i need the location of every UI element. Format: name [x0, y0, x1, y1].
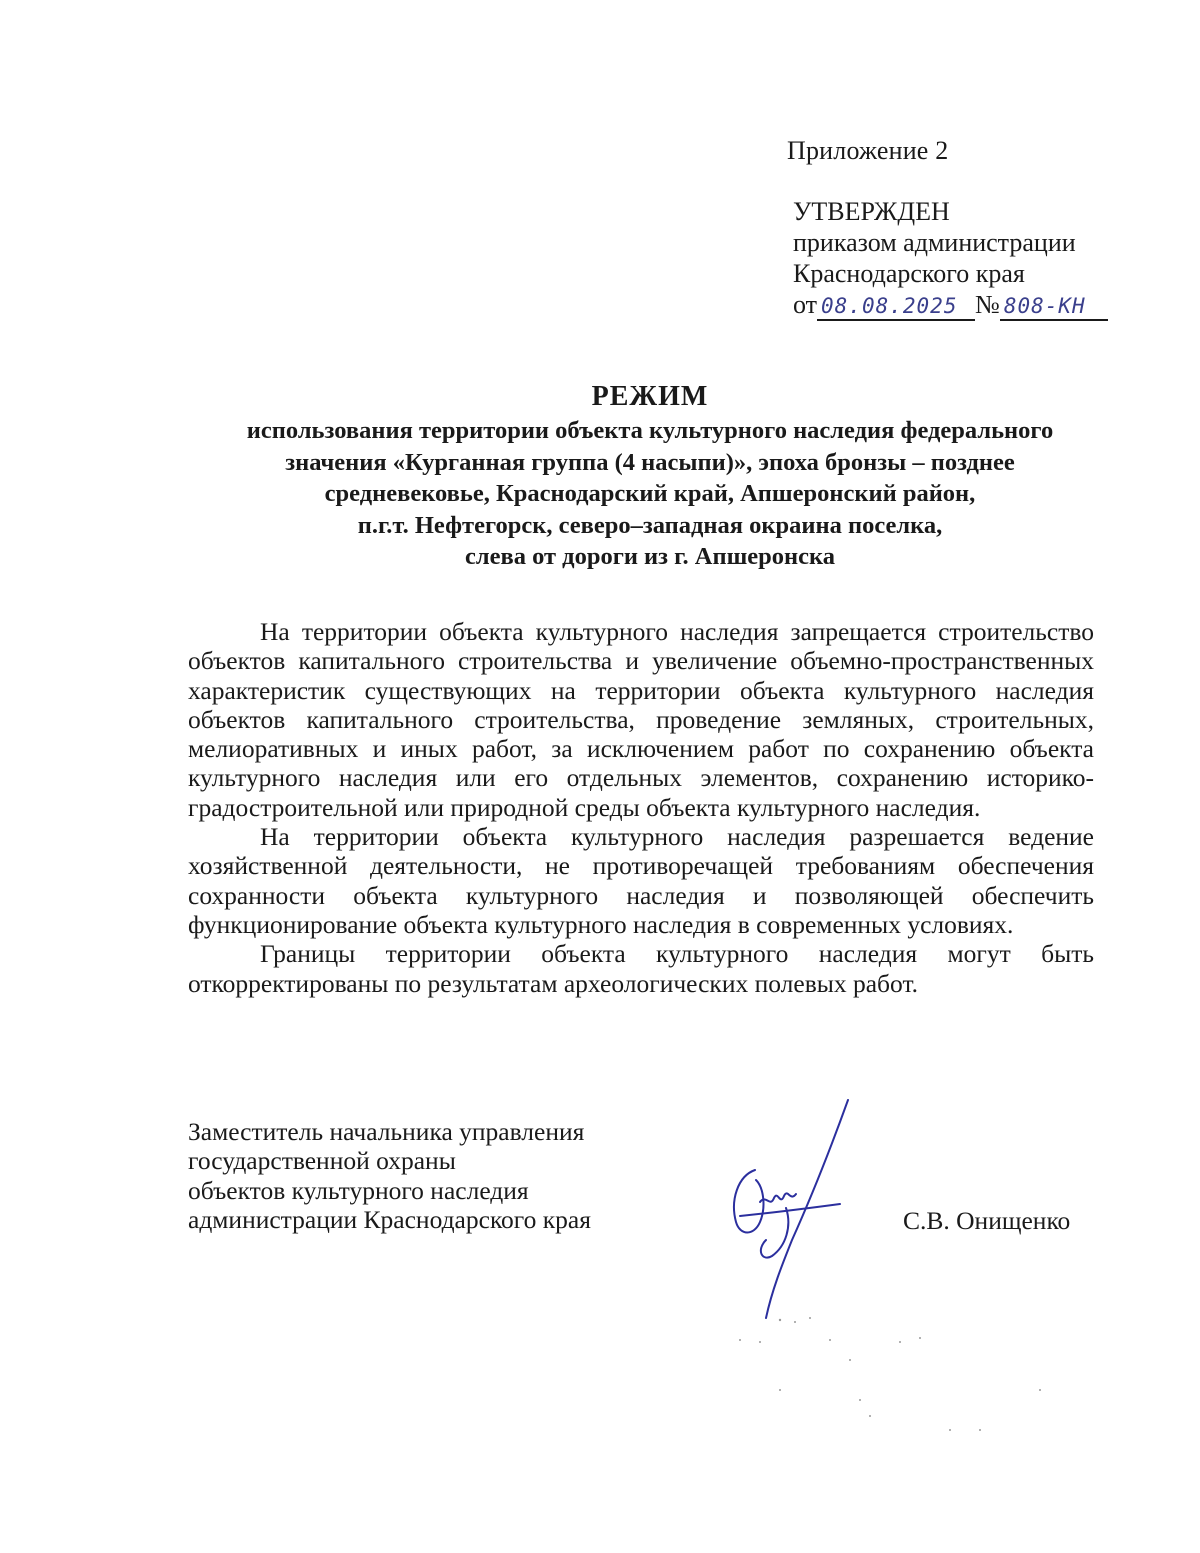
approval-stamp-block: [793, 196, 1108, 321]
title-line: п.г.т. Нефтегорск, северо–западная окраина поселка,: [357, 511, 943, 539]
handwritten-order-number: 808-КН: [1000, 293, 1108, 321]
document-body: [188, 617, 1094, 998]
signer-position-block: [188, 1117, 591, 1234]
approval-title: УТВЕРЖДЕН: [793, 197, 950, 226]
body-paragraph: На территории объекта культурного наследия разрешается ведение хозяйственной деятельности, не противоречащей требованиям обеспечения сохранности объекта культурного наследия и позволяющей обеспечить функционирование объекта культурного наследия в современных условиях.: [188, 822, 1094, 939]
body-paragraph: Границы территории объекта культурного наследия могут быть откорректированы по результатам археологических полевых работ.: [188, 939, 1094, 998]
approval-line-region: Краснодарского края: [793, 259, 1025, 288]
body-paragraph: На территории объекта культурного наследия запрещается строительство объектов капитального строительства и увеличение объемно-пространственных характеристик существующих на территории объекта культурного наследия объектов капитального строительства, проведение земляных, строительных, мелиоративных и иных работ, за исключением работ по сохранению объекта культурного наследия или его отдельных элементов, сохранению историко-градостроительной или природной среды объекта культурного наследия.: [188, 617, 1094, 822]
date-prefix: от: [793, 290, 818, 319]
document-title: РЕЖИМ: [591, 381, 709, 412]
signer-position-line: государственной охраны: [188, 1146, 456, 1176]
signer-position-line: объектов культурного наследия: [188, 1175, 529, 1205]
appendix-label: Приложение 2: [787, 136, 949, 165]
title-line: средневековье, Краснодарский край, Апшеронский район,: [324, 480, 976, 507]
approval-line-order: приказом администрации: [793, 228, 1076, 257]
number-prefix: №: [975, 290, 1000, 319]
document-title-block: [150, 380, 1150, 572]
title-line: слева от дороги из г. Апшеронска: [464, 543, 835, 570]
signer-position-line: Заместитель начальника управления: [188, 1117, 585, 1146]
scan-noise-decoration: [720, 1280, 1080, 1460]
title-line: использования территории объекта культурного наследия федерального: [246, 417, 1054, 444]
title-line: значения «Курганная группа (4 насыпи)», эпоха бронзы – позднее: [285, 448, 1015, 476]
signer-name: С.В. Онищенко: [903, 1206, 1071, 1235]
signer-position-line: администрации Краснодарского края: [188, 1204, 591, 1234]
approval-date-line: [793, 289, 1108, 321]
handwritten-date: 08.08.2025: [817, 293, 975, 321]
